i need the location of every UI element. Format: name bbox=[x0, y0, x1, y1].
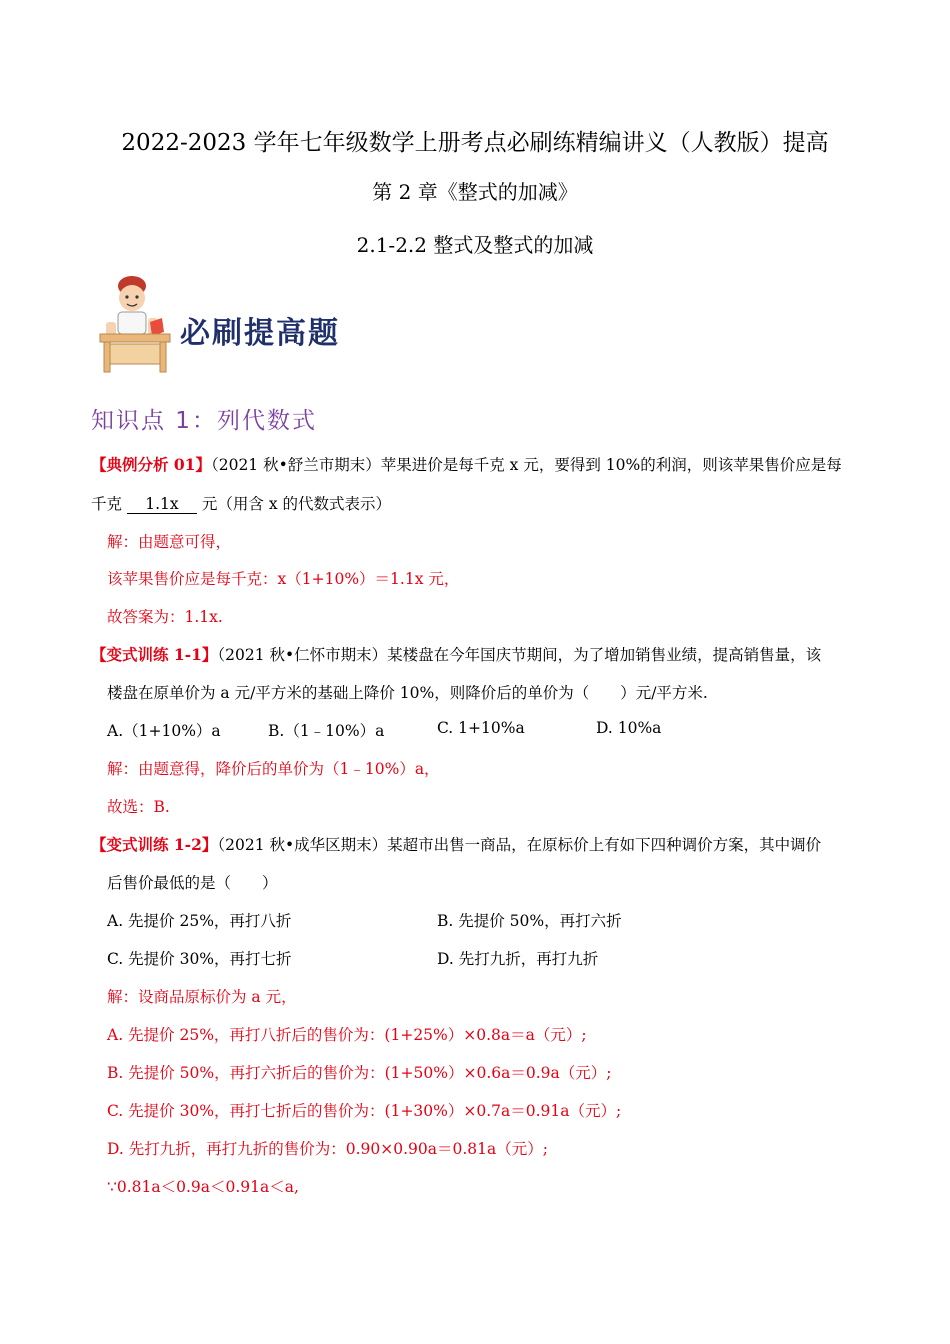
q2-text-1: （2021 秋•成华区期末）某超市出售一商品，在原标价上有如下四种调价方案，其中调价 bbox=[217, 836, 822, 854]
q1-solution-2: 故选：B. bbox=[107, 798, 170, 816]
q2-solution-b: B. 先提价 50%，再打六折后的售价为：(1+50%）×0.6a＝0.9a（元）; bbox=[107, 1064, 612, 1082]
q1-solution-1: 解：由题意得，降价后的单价为（1﹣10%）a， bbox=[107, 760, 440, 778]
q1-option-d: D. 10%a bbox=[596, 719, 662, 737]
example-text-2-prefix: 千克 bbox=[91, 495, 123, 513]
document-title: 2022-2023 学年七年级数学上册考点必刷练精编讲义（人教版）提高 bbox=[121, 130, 829, 156]
section-title: 2.1-2.2 整式及整式的加减 bbox=[356, 233, 594, 257]
q1-tag: 【变式训练 1-1】 bbox=[91, 645, 218, 664]
example-text-2-suffix: 元（用含 x 的代数式表示） bbox=[201, 495, 391, 513]
banner bbox=[92, 268, 362, 376]
q1-option-b: B.（1﹣10%）a bbox=[268, 722, 385, 740]
chapter-title: 第 2 章《整式的加减》 bbox=[372, 180, 578, 204]
q1-option-c: C. 1+10%a bbox=[437, 719, 525, 737]
q2-option-d: D. 先打九折，再打九折 bbox=[437, 950, 599, 968]
q2-tag: 【变式训练 1-2】 bbox=[91, 835, 218, 854]
q2-solution-intro: 解：设商品原标价为 a 元， bbox=[107, 988, 297, 1006]
example-solution-1: 解：由题意可得， bbox=[107, 533, 232, 551]
example-text-1: （2021 秋•舒兰市期末）苹果进价是每千克 x 元，要得到 10%的利润，则该苹果售价应是每 bbox=[210, 456, 842, 474]
knowledge-point-heading: 知识点 1：列代数式 bbox=[91, 408, 317, 434]
q1-option-a: A.（1+10%）a bbox=[107, 722, 221, 740]
q2-solution-compare: ∵0.81a＜0.9a＜0.91a＜a, bbox=[107, 1178, 299, 1196]
example-line-2 bbox=[91, 492, 391, 514]
q2-line-2: 后售价最低的是（ ） bbox=[107, 874, 278, 892]
q2-solution-a: A. 先提价 25%，再打八折后的售价为：(1+25%）×0.8a＝a（元）; bbox=[107, 1026, 587, 1044]
example-line-1 bbox=[91, 453, 842, 475]
example-answer: 1.1x bbox=[127, 495, 197, 514]
q1-line-2: 楼盘在原单价为 a 元/平方米的基础上降价 10%，则降价后的单价为（ ）元/平方米. bbox=[107, 684, 708, 702]
q1-line-1 bbox=[91, 643, 821, 665]
q2-option-c: C. 先提价 30%，再打七折 bbox=[107, 950, 292, 968]
example-tag: 【典例分析 01】 bbox=[91, 455, 211, 474]
q2-line-1 bbox=[91, 833, 821, 855]
banner-label: 必刷提高题 bbox=[180, 316, 340, 351]
q2-solution-c: C. 先提价 30%，再打七折后的售价为：(1+30%）×0.7a＝0.91a（元）; bbox=[107, 1102, 622, 1120]
example-solution-3: 故答案为：1.1x. bbox=[107, 608, 223, 626]
q1-text-1: （2021 秋•仁怀市期末）某楼盘在今年国庆节期间，为了增加销售业绩，提高销售量，该 bbox=[217, 646, 822, 664]
q2-option-a: A. 先提价 25%，再打八折 bbox=[107, 912, 292, 930]
q2-solution-d: D. 先打九折，再打九折的售价为：0.90×0.90a＝0.81a（元）; bbox=[107, 1140, 548, 1158]
student-at-desk-illustration bbox=[92, 268, 182, 376]
q2-option-b: B. 先提价 50%，再打六折 bbox=[437, 912, 622, 930]
example-solution-2: 该苹果售价应是每千克：x（1+10%）＝1.1x 元， bbox=[107, 570, 460, 588]
